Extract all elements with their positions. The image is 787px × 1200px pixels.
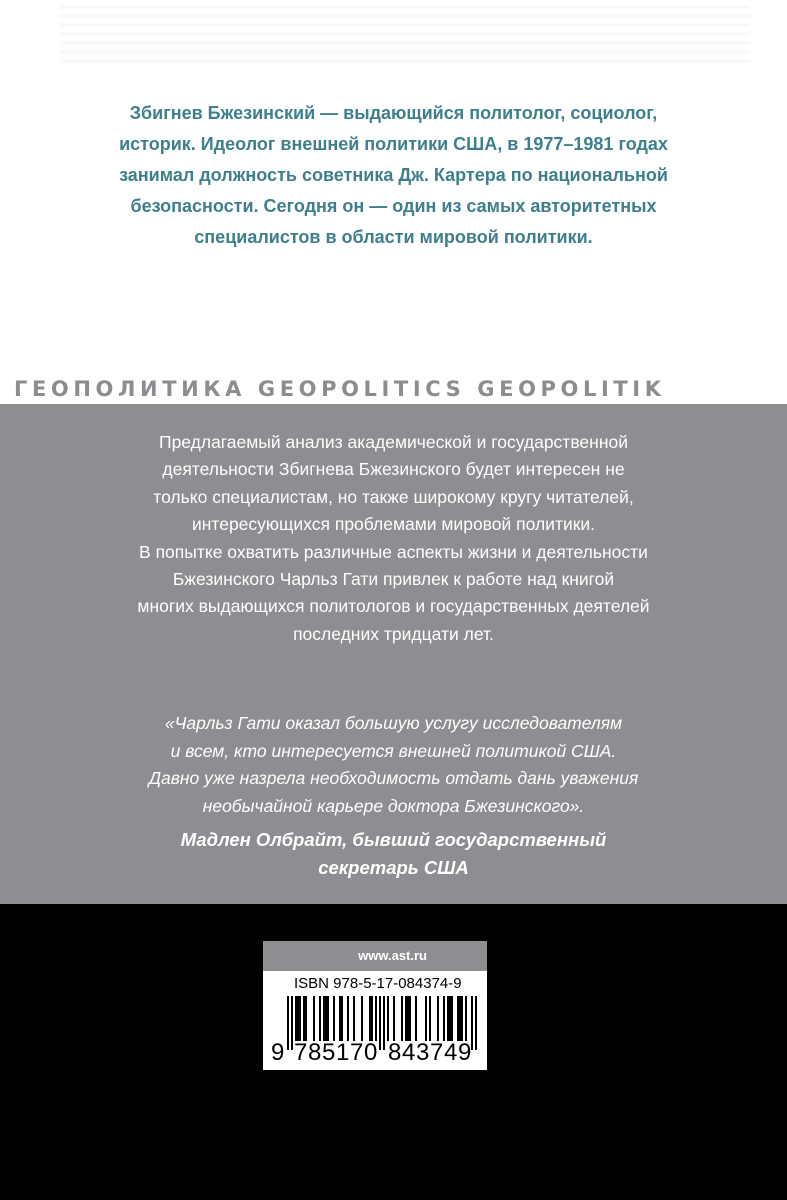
quote-line: и всем, кто интересуется внешней политикой США. xyxy=(170,740,617,761)
description-line: В попытке охватить различные аспекты жизни и деятельности xyxy=(139,541,648,562)
barcode-bar xyxy=(339,996,341,1041)
description-line: последних тридцати лет. xyxy=(293,623,494,644)
bio-line: историк. Идеолог внешней политики США, в 1977–1981 годах xyxy=(119,134,668,154)
attribution-line: Мадлен Олбрайт, бывший государственный xyxy=(180,829,607,850)
barcode-bar xyxy=(447,996,449,1041)
barcode-bar xyxy=(369,996,371,1041)
barcode-digit: 9 xyxy=(458,1039,472,1066)
barcode-bar xyxy=(425,996,427,1041)
description-line: только специалистам, но также широкому кругу читателей, xyxy=(153,486,634,507)
barcode-bar xyxy=(333,996,335,1041)
barcode-digit: 4 xyxy=(402,1039,416,1066)
attribution-line: секретарь США xyxy=(318,857,469,878)
barcode-bar xyxy=(401,996,403,1041)
quote-attribution xyxy=(30,826,757,882)
barcode-bar xyxy=(295,996,297,1041)
barcode-bar xyxy=(305,996,307,1041)
author-bio xyxy=(40,98,747,253)
barcode-digit: 7 xyxy=(294,1039,308,1066)
description-line: деятельности Збигнева Бжезинского будет интересен не xyxy=(162,459,625,480)
faded-background-texture xyxy=(60,0,750,62)
barcode-digit: 7 xyxy=(350,1039,364,1066)
barcode-bar xyxy=(437,996,439,1041)
barcode-bar xyxy=(361,996,363,1041)
barcode-bar xyxy=(457,996,459,1041)
bio-line: специалистов в области мировой политики. xyxy=(194,227,593,247)
barcode-bar xyxy=(353,996,355,1041)
barcode-box xyxy=(263,971,487,1070)
book-description xyxy=(30,429,757,648)
barcode-bar xyxy=(341,996,343,1041)
barcode-digit: 9 xyxy=(271,1039,285,1066)
barcode-bar xyxy=(429,996,431,1041)
quote-line: Давно уже назрела необходимость отдать дань уважения xyxy=(148,768,639,788)
barcode-bar xyxy=(325,996,327,1041)
description-line: Предлагаемый анализ академической и государственной xyxy=(158,432,628,452)
barcode-bar xyxy=(387,996,389,1041)
barcode-bar xyxy=(443,996,445,1041)
endorsement-quote xyxy=(30,710,757,820)
isbn-text: ISBN 978-5-17-084374-9 xyxy=(294,975,462,992)
barcode-bar xyxy=(461,996,463,1041)
barcode-bar xyxy=(405,996,407,1041)
barcode-bar xyxy=(347,996,349,1041)
barcode-digit: 1 xyxy=(336,1039,350,1066)
barcode-bar xyxy=(459,996,461,1041)
barcode-bar xyxy=(371,996,373,1041)
barcode-bar xyxy=(465,996,467,1041)
barcode-bar xyxy=(409,996,411,1041)
top-white-section xyxy=(0,0,787,404)
description-line: многих выдающихся политологов и государственных деятелей xyxy=(137,596,650,617)
quote-line: «Чарльз Гати оказал большую услугу исследователям xyxy=(164,713,623,733)
barcode-bar xyxy=(327,996,329,1041)
barcode-bar xyxy=(323,996,325,1041)
publisher-url: www.ast.ru xyxy=(263,941,487,971)
barcode-bar xyxy=(407,996,409,1041)
quote-line: необычайной карьере доктора Бжезинского». xyxy=(202,795,585,816)
description-line: Бжезинского Чарльз Гати привлек к работе над книгой xyxy=(172,569,615,590)
barcode-bar xyxy=(451,996,453,1041)
barcode-digit: 8 xyxy=(388,1039,402,1066)
barcode-bar xyxy=(375,996,377,1041)
barcode-digits xyxy=(263,1038,487,1068)
bio-line: безопасности. Сегодня он — один из самых авторитетных xyxy=(130,196,657,216)
barcode-bar xyxy=(319,996,321,1041)
barcode-bar xyxy=(297,996,299,1041)
barcode-digit: 7 xyxy=(430,1039,444,1066)
barcode-bar xyxy=(303,996,305,1041)
barcode-bar xyxy=(313,996,315,1041)
barcode-digit: 4 xyxy=(444,1039,458,1066)
barcode-digit: 8 xyxy=(308,1039,322,1066)
barcode-digit: 0 xyxy=(364,1039,378,1066)
barcode-digit: 5 xyxy=(322,1039,336,1066)
barcode-bar xyxy=(449,996,451,1041)
barcode-bar xyxy=(415,996,417,1041)
series-label: ГЕОПОЛИТИКА GEOPOLITICS GEOPOLITIK xyxy=(14,377,666,401)
bio-line: занимал должность советника Дж. Картера по национальной xyxy=(119,165,668,185)
barcode-digit: 3 xyxy=(416,1039,430,1066)
description-line: интересующихся проблемами мировой политики. xyxy=(191,514,596,535)
barcode-bar xyxy=(393,996,395,1041)
bio-line: Збигнев Бжезинский — выдающийся политолог, социолог, xyxy=(129,103,658,123)
barcode-bar xyxy=(299,996,301,1041)
